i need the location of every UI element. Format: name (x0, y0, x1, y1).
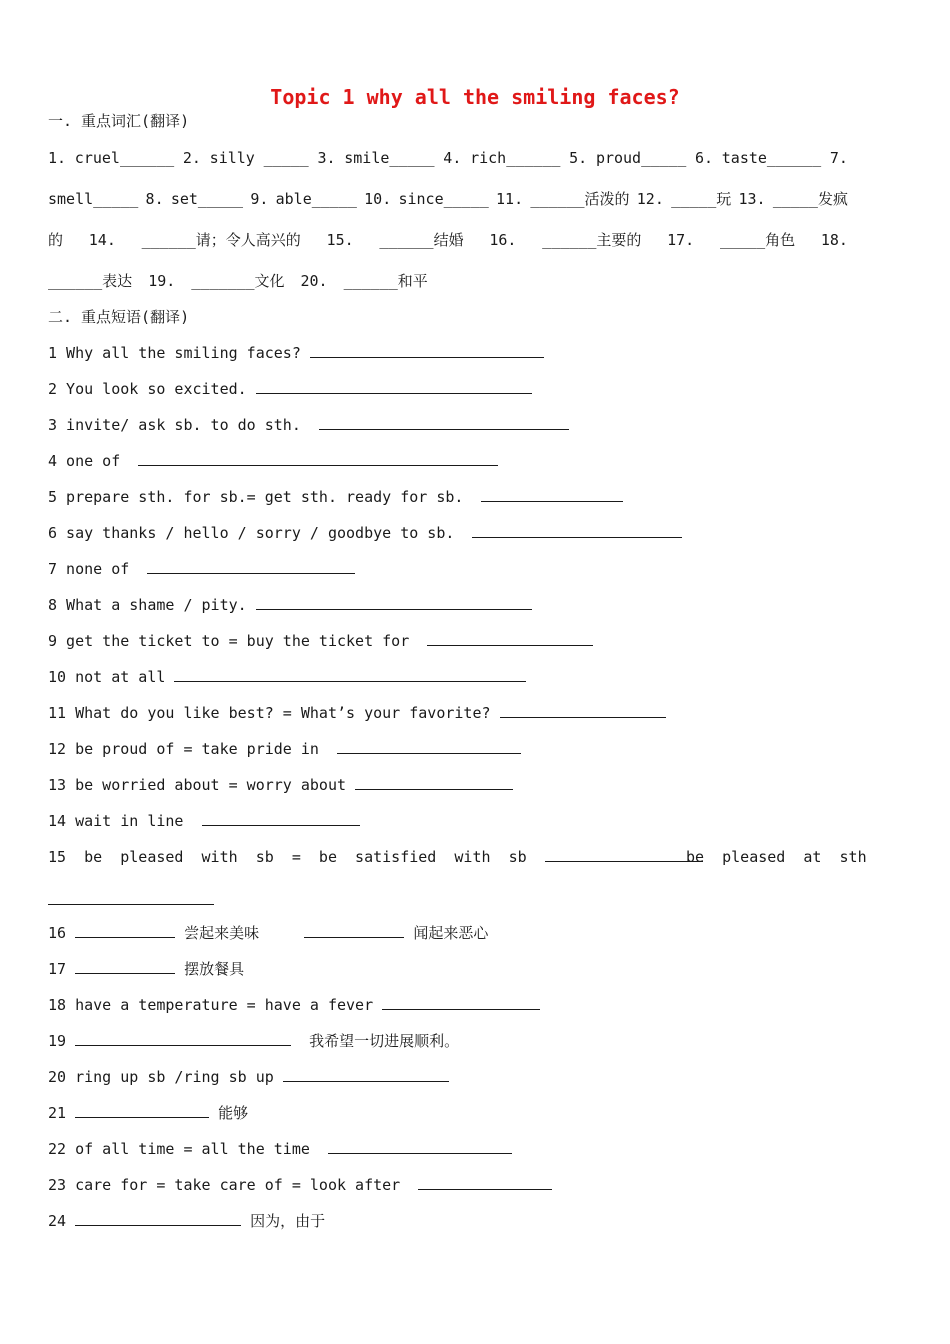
phrase-9: 9 get the ticket to = buy the ticket for (48, 631, 593, 651)
vocab-token: 19. (148, 272, 176, 290)
phrase-7: 7 none of (48, 559, 355, 579)
section-heading-vocabulary: 一. 重点词汇(翻译) (48, 112, 190, 130)
vocab-row-4 (48, 271, 428, 291)
phrase-15: 15 be pleased with sb = be satisfied with sb (48, 847, 703, 867)
phrase-13: 13 be worried about = worry about (48, 775, 513, 795)
vocab-token: 14. (88, 231, 116, 249)
vocab-token: 3. (317, 149, 336, 167)
vocab-token: ______主要的 (542, 231, 642, 249)
vocab-token: 4. (443, 149, 462, 167)
vocab-token: 12. (636, 190, 664, 208)
phrase-8: 8 What a shame / pity. (48, 595, 532, 615)
vocab-token: _____发疯 (772, 190, 848, 208)
vocab-row-2 (48, 189, 848, 209)
vocab-token: ______和平 (343, 272, 428, 290)
vocab-token: _____ (263, 149, 309, 167)
phrase-5: 5 prepare sth. for sb.= get sth. ready for sb. (48, 487, 623, 507)
vocab-token: 5. (569, 149, 588, 167)
vocab-token: silly (209, 149, 255, 167)
vocab-token: 7. (829, 149, 848, 167)
vocab-token: 9. (250, 190, 269, 208)
vocab-token: ______活泼的 (530, 190, 630, 208)
phrase-10: 10 not at all (48, 667, 526, 687)
vocab-token: 2. (182, 149, 201, 167)
page-title: Topic 1 why all the smiling faces? (270, 85, 680, 109)
phrase-4: 4 one of (48, 451, 498, 471)
vocab-token: _____角色 (719, 231, 796, 249)
vocab-token: 8. (145, 190, 164, 208)
vocab-row-1 (48, 148, 848, 168)
vocab-row-3 (48, 230, 848, 250)
phrase-2: 2 You look so excited. (48, 379, 532, 399)
phrase-12: 12 be proud of = take pride in (48, 739, 521, 759)
phrase-19: 19 我希望一切进展顺利。 (48, 1032, 460, 1050)
vocab-token: ______表达 (48, 272, 133, 290)
vocab-token: since_____ (398, 190, 489, 208)
phrase-20: 20 ring up sb /ring sb up (48, 1067, 449, 1087)
vocab-token: 1. (48, 149, 67, 167)
phrase-11: 11 What do you like best? = What’s your favorite? (48, 703, 666, 723)
vocab-token: 17. (667, 231, 695, 249)
vocab-token: smell_____ (48, 190, 139, 208)
phrase-22: 22 of all time = all the time (48, 1139, 512, 1159)
vocab-token: _______文化 (191, 272, 285, 290)
vocab-token: set_____ (170, 190, 244, 208)
vocab-token: 15. (326, 231, 354, 249)
vocab-token: 13. (738, 190, 766, 208)
vocab-token: taste______ (721, 149, 822, 167)
vocab-token: 20. (300, 272, 328, 290)
section-heading-phrases: 二. 重点短语(翻译) (48, 308, 190, 326)
vocab-token: 11. (496, 190, 524, 208)
phrase-6: 6 say thanks / hello / sorry / goodbye to sb. (48, 523, 682, 543)
vocab-token: _____玩 (671, 190, 732, 208)
vocab-token: 10. (364, 190, 392, 208)
vocab-token: 的 (48, 231, 64, 249)
vocab-token: able_____ (275, 190, 357, 208)
phrase-17: 17 摆放餐具 (48, 960, 245, 978)
phrase-21: 21 能够 (48, 1104, 249, 1122)
phrase-24: 24 因为，由于 (48, 1212, 326, 1230)
phrase-15-tail: be pleased at sth (686, 848, 867, 866)
vocab-token: 6. (694, 149, 714, 167)
vocab-token: proud_____ (595, 149, 687, 167)
phrase-18: 18 have a temperature = have a fever (48, 995, 540, 1015)
vocab-token: ______结婚 (379, 231, 464, 249)
vocab-token: smile_____ (344, 149, 435, 167)
phrase-16: 16 尝起来美味 闻起来恶心 (48, 924, 489, 942)
vocab-token: 18. (820, 231, 848, 249)
vocab-token: 16. (489, 231, 517, 249)
vocab-token: rich______ (470, 149, 561, 167)
phrase-3: 3 invite/ ask sb. to do sth. (48, 415, 569, 435)
phrase-14: 14 wait in line (48, 811, 360, 831)
phrase-15-blank-2 (48, 890, 214, 910)
phrase-1: 1 Why all the smiling faces? (48, 343, 544, 363)
phrase-23: 23 care for = take care of = look after (48, 1175, 552, 1195)
vocab-token: ______请；令人高兴的 (141, 231, 301, 249)
vocab-token: cruel______ (74, 149, 175, 167)
